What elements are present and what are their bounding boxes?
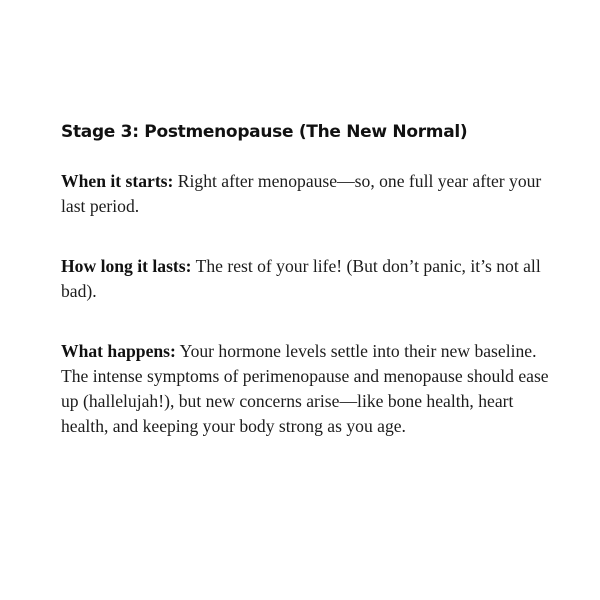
how-long-it-lasts-label: How long it lasts:	[61, 256, 192, 276]
how-long-it-lasts-text: The rest of your life! (But don’t panic, it’s not all bad).	[61, 256, 541, 301]
when-it-starts-label: When it starts:	[61, 171, 174, 191]
what-happens-text: Your hormone levels settle into their new baseline. The intense symptoms of perimenopause and menopause should ease up (hallelujah!), but new concerns arise—like bone health, heart health, and keeping your body strong as you age.	[61, 341, 549, 436]
how-long-it-lasts-paragraph	[61, 254, 556, 304]
section-heading: Stage 3: Postmenopause (The New Normal)	[61, 122, 468, 142]
what-happens-label: What happens:	[61, 341, 176, 361]
when-it-starts-text: Right after menopause—so, one full year after your last period.	[61, 171, 542, 216]
what-happens-paragraph	[61, 339, 556, 439]
when-it-starts-paragraph	[61, 169, 556, 219]
